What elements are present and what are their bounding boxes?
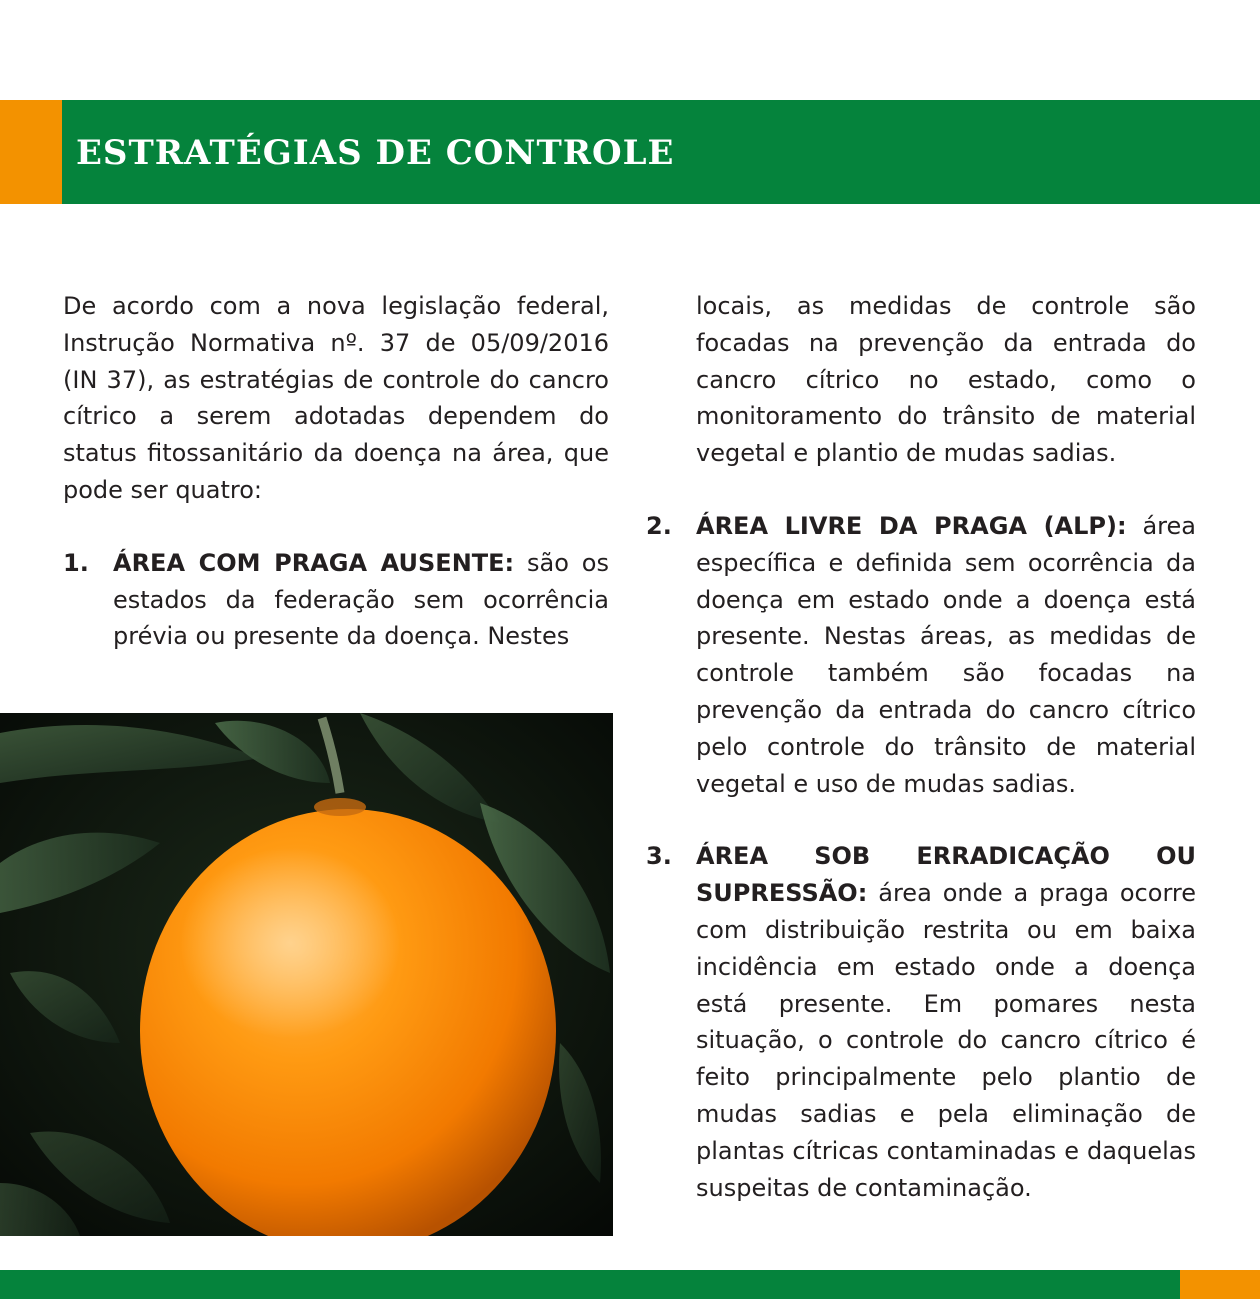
- footer-accent-orange: [1180, 1270, 1260, 1299]
- list-text-1b: locais, as medidas de controle são focadas na prevenção da entrada do cancro cítrico no estado, como o monitoramento do trânsito de material vegetal e plantio de mudas sadias.: [696, 292, 1196, 468]
- list-number-2: 2.: [646, 511, 672, 540]
- left-column: [63, 288, 609, 655]
- header-accent-orange: [0, 100, 62, 204]
- list-text-2: área específica e definida sem ocorrência da doença em estado onde a doença está presente. Nestas áreas, as medidas de controle também são focadas na prevenção da entrada do cancro cítrico pelo controle do trânsito de material vegetal e uso de mudas sadias.: [696, 511, 1196, 798]
- list-number-3: 3.: [646, 842, 672, 871]
- list-item-2: [646, 508, 1196, 802]
- footer-band: [0, 1270, 1180, 1299]
- list-text-1a: são os estados da federação sem ocorrência prévia ou presente da doença. Nestes: [113, 548, 609, 651]
- right-column: [646, 288, 1196, 1206]
- list-number-1: 1.: [63, 548, 89, 577]
- list-item-1: [63, 545, 609, 655]
- page-title: ESTRATÉGIAS DE CONTROLE: [76, 133, 675, 173]
- list-text-3: área onde a praga ocorre com distribuição restrita ou em baixa incidência em estado onde a doença está presente. Em pomares nesta situação, o controle do cancro cítrico é feito principalmente pelo plantio de mudas sadias e pela eliminação de plantas cítricas contaminadas e daquelas suspeitas de contaminação.: [696, 879, 1196, 1202]
- list-label-3: ÁREA SOB ERRADICAÇÃO OU SUPRESSÃO:: [696, 842, 1196, 908]
- list-item-3: [646, 838, 1196, 1206]
- intro-paragraph: De acordo com a nova legislação federal, Instrução Normativa nº. 37 de 05/09/2016 (IN 37), as estratégias de controle do cancro cítrico a serem adotadas dependem do status fitossanitário da doença na área, que pode ser quatro:: [63, 292, 609, 504]
- list-label-2: ÁREA LIVRE DA PRAGA (ALP):: [696, 511, 1127, 540]
- orange-fruit-photo: [0, 713, 613, 1236]
- list-label-1: ÁREA COM PRAGA AUSENTE:: [113, 548, 515, 577]
